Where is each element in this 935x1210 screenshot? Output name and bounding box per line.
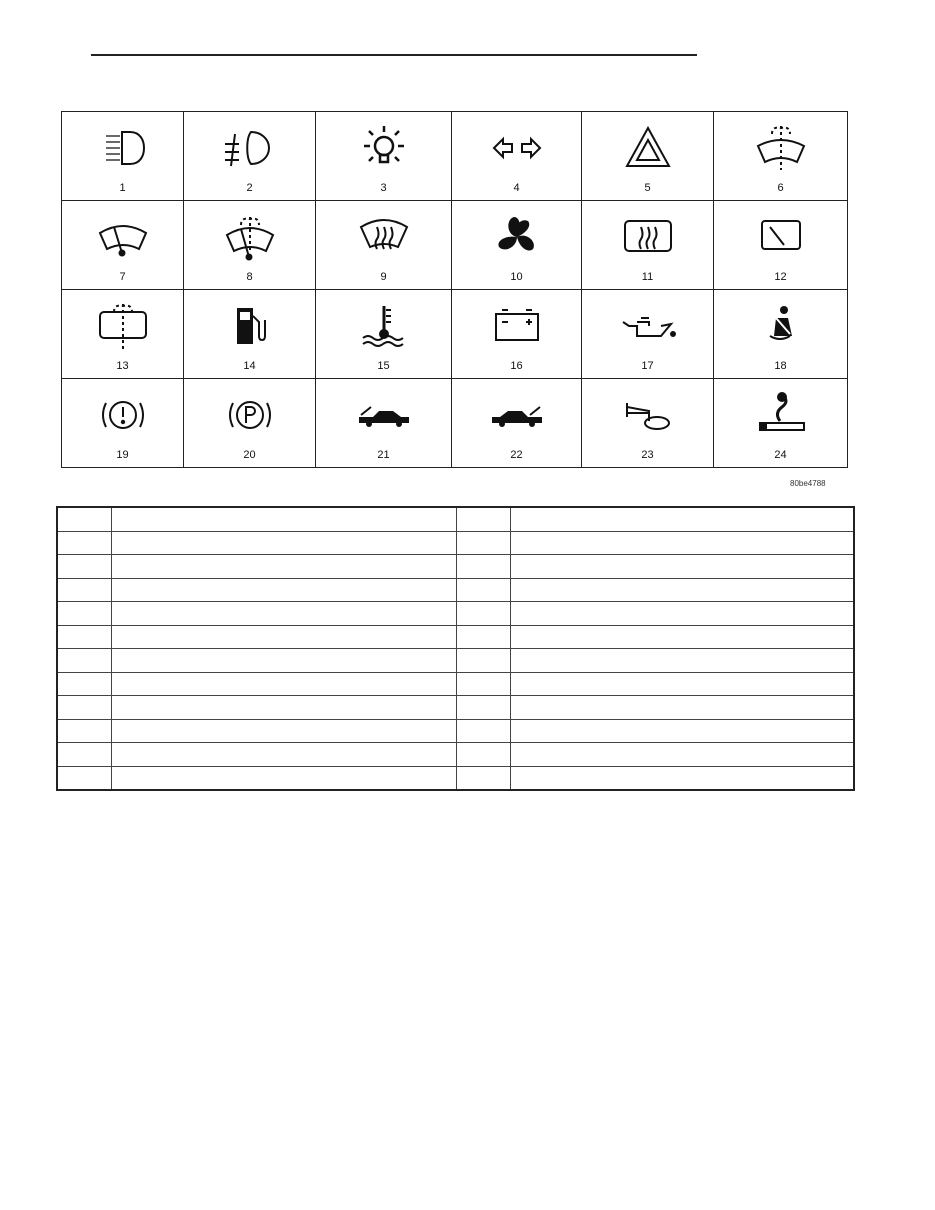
table-row [57, 531, 854, 555]
rear-defrost-icon [613, 211, 683, 263]
rear-wiper-icon [746, 211, 816, 263]
fog-lamp-icon [215, 122, 285, 174]
table-row [57, 555, 854, 579]
turn-signal-icon [482, 122, 552, 174]
parking-brake-icon [215, 389, 285, 441]
table-row [57, 672, 854, 696]
header-rule [91, 54, 697, 56]
high-beam-icon [88, 122, 158, 174]
horn-icon [613, 389, 683, 441]
table-row [57, 766, 854, 790]
trunk-open-icon [482, 389, 552, 441]
coolant-temp-icon [349, 300, 419, 352]
table-row [57, 625, 854, 649]
figure-code: 80be4788 [790, 479, 826, 488]
hood-open-icon [349, 389, 419, 441]
rear-washer-box-icon [88, 300, 158, 352]
table-row [57, 696, 854, 720]
brake-warning-icon [88, 389, 158, 441]
hazard-icon [613, 122, 683, 174]
rear-washer-icon [746, 122, 816, 174]
symbol-grid: 1 2 3 4 5 6 7 8 9 10 11 12 13 14 15 16 17 18 19 20 21 22 23 24 [61, 111, 848, 468]
wiper-icon [88, 211, 158, 263]
table-row [57, 743, 854, 767]
table-row [57, 719, 854, 743]
battery-icon [482, 300, 552, 352]
table-row [57, 578, 854, 602]
windshield-defrost-icon [349, 211, 419, 263]
symbol-table [56, 506, 855, 791]
lamp-outage-icon [349, 122, 419, 174]
fan-icon [482, 211, 552, 263]
oil-pressure-icon [613, 300, 683, 352]
table-row [57, 507, 854, 531]
wiper-washer-icon [215, 211, 285, 263]
seatbelt-icon [746, 300, 816, 352]
table-row [57, 649, 854, 673]
table-row [57, 602, 854, 626]
cigar-lighter-icon [746, 389, 816, 441]
fuel-icon [215, 300, 285, 352]
